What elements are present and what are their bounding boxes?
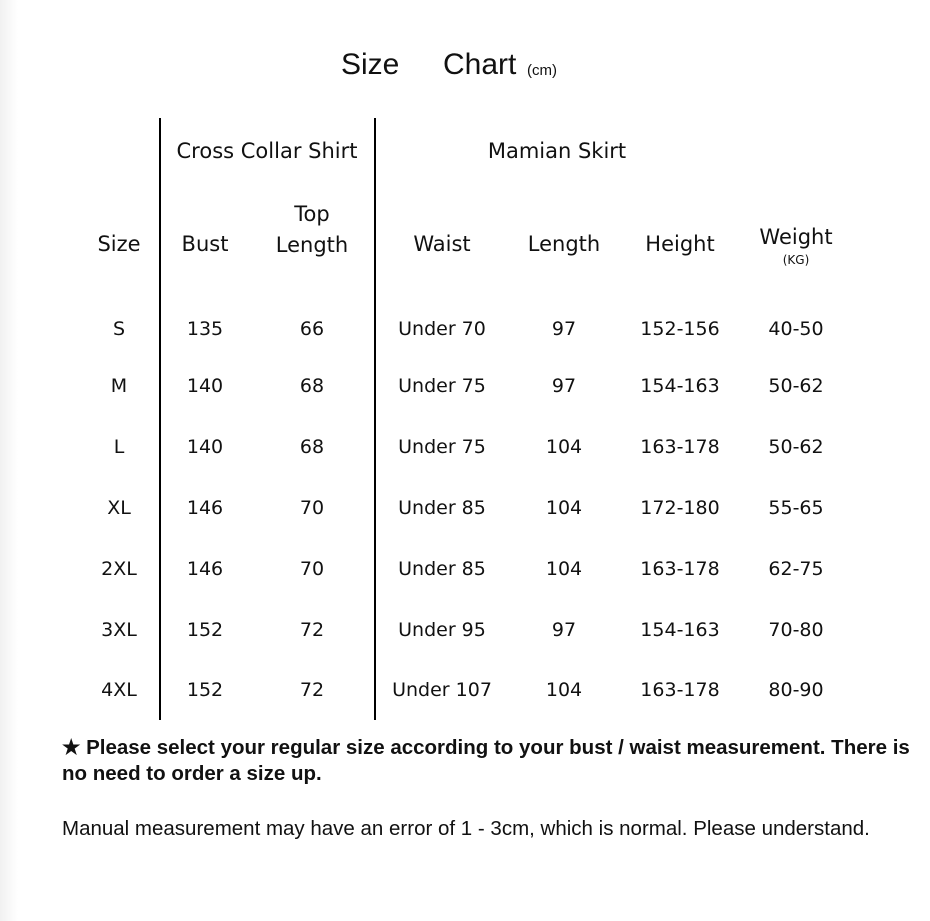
cell-size: L — [113, 436, 125, 458]
cell-length: 104 — [545, 558, 583, 580]
cell-bust: 152 — [186, 619, 224, 641]
cell-waist: Under 85 — [398, 497, 486, 519]
note-measurement-error: Manual measurement may have an error of 1 - 3cm, which is normal. Please understand. — [62, 817, 870, 840]
col-header-weight-unit: (KG) — [782, 253, 810, 267]
cell-length: 104 — [545, 497, 583, 519]
cell-weight: 70-80 — [768, 619, 824, 641]
cell-height: 163-178 — [640, 436, 720, 458]
title-word-chart: Chart — [443, 48, 517, 81]
col-header-bust: Bust — [181, 232, 229, 256]
cell-size: 2XL — [101, 558, 137, 580]
cell-size: 4XL — [101, 679, 137, 701]
cell-waist: Under 70 — [398, 318, 486, 340]
cell-height: 172-180 — [640, 497, 720, 519]
col-header-weight — [759, 222, 832, 267]
cell-waist: Under 75 — [398, 436, 486, 458]
col-header-waist: Waist — [413, 232, 471, 256]
cell-length: 97 — [551, 318, 577, 340]
group-header-skirt: Mamian Skirt — [487, 139, 627, 163]
cell-height: 152-156 — [640, 318, 720, 340]
cell-weight: 62-75 — [768, 558, 824, 580]
cell-weight: 50-62 — [768, 375, 824, 397]
cell-top-length: 72 — [299, 619, 325, 641]
cell-length: 104 — [545, 436, 583, 458]
cell-top-length: 70 — [299, 558, 325, 580]
cell-size: 3XL — [101, 619, 137, 641]
note-size-advice: ★ Please select your regular size according to your bust / waist measurement. There is no need to order a size up. — [62, 736, 910, 785]
cell-weight: 50-62 — [768, 436, 824, 458]
cell-bust: 140 — [186, 375, 224, 397]
cell-weight: 40-50 — [768, 318, 824, 340]
group-header-shirt: Cross Collar Shirt — [176, 139, 358, 163]
cell-bust: 146 — [186, 558, 224, 580]
cell-waist: Under 75 — [398, 375, 486, 397]
cell-bust: 146 — [186, 497, 224, 519]
divider-shirt-skirt — [374, 118, 376, 720]
cell-size: S — [112, 318, 126, 340]
divider-size-shirt — [159, 118, 161, 720]
cell-size: XL — [107, 497, 131, 519]
cell-size: M — [110, 375, 128, 397]
col-header-weight-label: Weight — [759, 225, 833, 249]
cell-height: 163-178 — [640, 558, 720, 580]
cell-waist: Under 85 — [398, 558, 486, 580]
cell-height: 154-163 — [640, 375, 720, 397]
cell-length: 97 — [551, 375, 577, 397]
cell-top-length: 70 — [299, 497, 325, 519]
cell-top-length: 72 — [299, 679, 325, 701]
cell-top-length: 66 — [299, 318, 325, 340]
cell-weight: 55-65 — [768, 497, 824, 519]
page-edge-shadow — [0, 0, 18, 921]
cell-bust: 135 — [186, 318, 224, 340]
cell-length: 97 — [551, 619, 577, 641]
title-unit: (cm) — [527, 62, 557, 79]
col-header-length: Length — [527, 232, 601, 256]
cell-bust: 140 — [186, 436, 224, 458]
cell-bust: 152 — [186, 679, 224, 701]
cell-top-length: 68 — [299, 436, 325, 458]
cell-weight: 80-90 — [768, 679, 824, 701]
cell-top-length: 68 — [299, 375, 325, 397]
col-header-top-length-line2: Length — [275, 233, 349, 257]
cell-height: 163-178 — [640, 679, 720, 701]
col-header-top-length-line1: Top — [294, 202, 330, 226]
col-header-size: Size — [97, 232, 141, 256]
title-word-size: Size — [341, 48, 400, 81]
cell-waist: Under 95 — [398, 619, 486, 641]
col-header-height: Height — [645, 232, 715, 256]
cell-height: 154-163 — [640, 619, 720, 641]
cell-waist: Under 107 — [392, 679, 492, 701]
cell-length: 104 — [545, 679, 583, 701]
col-header-top-length — [276, 199, 348, 261]
